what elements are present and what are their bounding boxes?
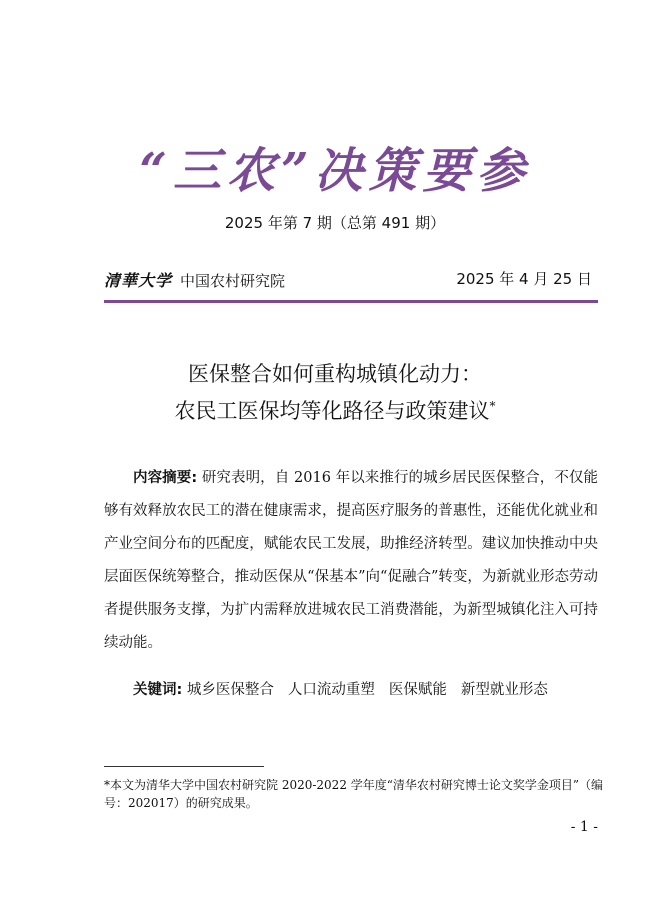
keywords <box>104 678 598 699</box>
footnote-divider <box>104 766 264 767</box>
publisher <box>104 268 285 291</box>
article-title-line-2 <box>0 395 670 425</box>
abstract <box>104 462 598 660</box>
footnote: *本文为清华大学中国农村研究院 2020-2022 学年度“清华农村研究博士论文奖学金项目”（编号：202017）的研究成果。 <box>104 778 604 810</box>
university-logo: 清華大学 <box>104 271 173 290</box>
issue-number: 2025 年第 7 期（总第 491 期） <box>224 214 446 232</box>
keywords-label: 关键词: <box>133 682 183 698</box>
keyword: 城乡医保整合 <box>186 682 274 698</box>
article-title-line-1: 医保整合如何重构城镇化动力： <box>188 362 482 386</box>
header-divider <box>104 300 598 303</box>
keyword: 医保赋能 <box>388 682 447 698</box>
keyword: 人口流动重塑 <box>287 682 375 698</box>
publish-date: 2025 年 4 月 25 日 <box>456 270 592 288</box>
abstract-text: 研究表明，自 2016 年以来推行的城乡居民医保整合，不仅能够有效释放农民工的潜在健康需求，提高医疗服务的普惠性，还能优化就业和产业空间分布的匹配度，赋能农民工发展，助推经济转型。建议加快推动中央层面医保统筹整合，推动医保从“保基本”向“促融合”转变，为新就业形态劳动者提供服务支撑，为扩内需释放进城农民工消费潜能，为新型城镇化注入可持续动能。 <box>104 470 599 651</box>
keyword: 新型就业形态 <box>460 682 548 698</box>
masthead-title: “三农”决策要参 <box>139 143 531 199</box>
institute-name: 中国农村研究院 <box>180 272 286 290</box>
article-title-text: 农民工医保均等化路径与政策建议 <box>174 399 490 423</box>
footnote-marker: * <box>489 399 496 413</box>
abstract-label: 内容摘要: <box>133 470 198 486</box>
page-number: - 1 - <box>570 819 598 835</box>
